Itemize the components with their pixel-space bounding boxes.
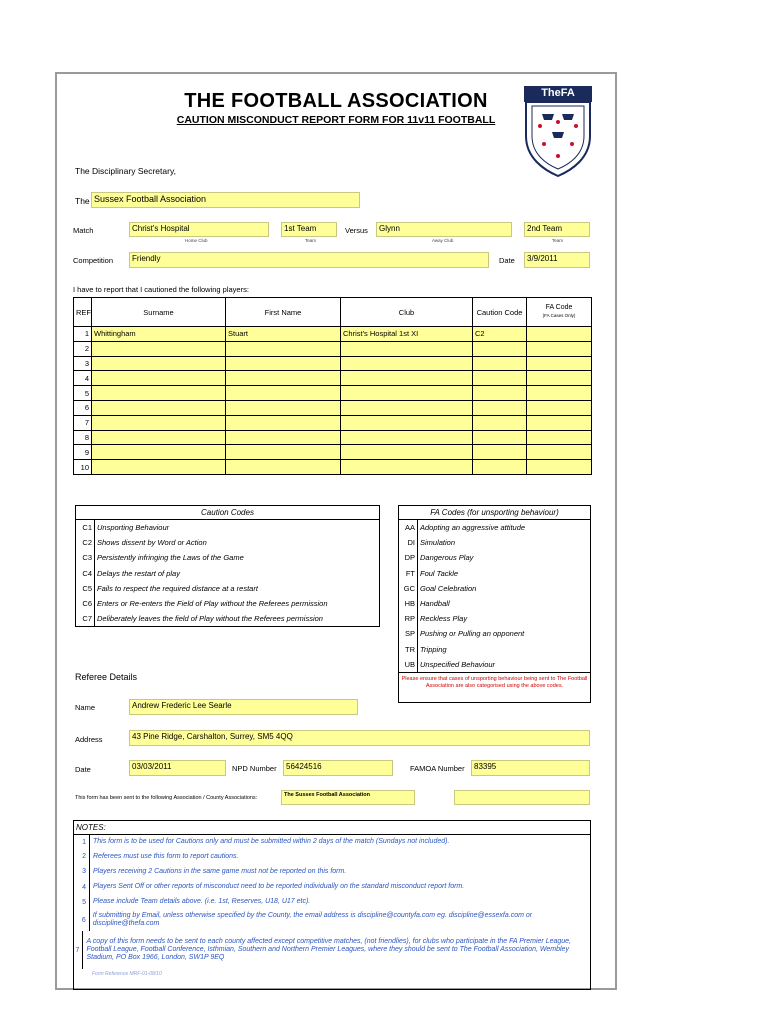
player-caution-code-cell[interactable] [473, 356, 527, 371]
note-text: A copy of this form needs to be sent to each county affected except competitive matches, (not friendlies), for clubs who participate in the FA Premier League, Football League, Football Conference, Isthmian, Southern and Northern Premier Leagues, where they should be sent to The Football Association, Wembley Stadium, PO Box 1966, London, SW1P 9EQ [86, 938, 571, 961]
fa-code-description: Tripping [420, 644, 447, 654]
player-surname-cell[interactable] [92, 415, 226, 430]
player-surname-cell[interactable] [92, 341, 226, 356]
caution-code-description: Unsporting Behaviour [97, 523, 170, 532]
note-text: Referees must use this form to report cautions. [93, 852, 239, 860]
fa-code-description: Foul Tackle [420, 568, 459, 578]
fa-code-row [399, 657, 590, 672]
player-first-name-cell[interactable] [226, 400, 341, 415]
crest-shield-icon [524, 86, 592, 178]
player-caution-code-cell[interactable] [473, 386, 527, 401]
competition-field[interactable]: Friendly [129, 252, 489, 268]
caution-code-description: Shows dissent by Word or Action [97, 538, 207, 548]
referee-address-label: Address [75, 735, 103, 744]
sent-to-field-2[interactable] [454, 790, 590, 805]
player-surname-cell[interactable] [92, 445, 226, 460]
caution-code-code: C4 [76, 566, 95, 581]
fa-codes-title: FA Codes (for unsporting behaviour) [399, 506, 590, 520]
referee-section-title: Referee Details [75, 672, 138, 682]
player-row [74, 327, 592, 342]
player-fa-code-cell[interactable] [527, 371, 592, 386]
note-number: 7 [74, 931, 83, 969]
player-fa-code-cell[interactable] [527, 356, 592, 371]
match-date-field[interactable]: 3/9/2011 [524, 252, 590, 268]
player-ref-cell: 3 [74, 356, 92, 371]
player-caution-code-cell[interactable] [473, 400, 527, 415]
caution-codes-title: Caution Codes [76, 506, 379, 520]
player-surname-cell[interactable] [92, 400, 226, 415]
player-caution-code-cell[interactable] [473, 460, 527, 475]
note-number: 1 [74, 835, 90, 849]
note-text: This form is to be used for Cautions only and must be submitted within 2 days of the match (Sundays not included). [93, 838, 450, 845]
caution-code-header [473, 298, 527, 327]
player-surname-cell[interactable] [92, 430, 226, 445]
player-caution-code-cell[interactable] [473, 415, 527, 430]
caution-code-row [76, 596, 379, 611]
player-row [74, 460, 592, 475]
player-surname-cell[interactable] [92, 356, 226, 371]
match-label: Match [73, 226, 94, 235]
player-row [74, 341, 592, 356]
player-first-name-cell[interactable] [226, 371, 341, 386]
fa-codes-note: Please ensure that cases of unsporting behaviour being sent to The Football Association are also categorised using the above codes. [399, 672, 590, 693]
note-number: 6 [74, 909, 90, 931]
referee-name-field[interactable]: Andrew Frederic Lee Searle [129, 699, 358, 715]
player-first-name-cell[interactable] [226, 460, 341, 475]
notes-footer: Form Reference MRF-01-08/10 [92, 971, 162, 977]
players-intro: I have to report that I cautioned the following players: [73, 285, 249, 294]
player-ref-cell: 5 [74, 386, 92, 401]
player-fa-code-cell[interactable] [527, 386, 592, 401]
fa-code-code: DI [399, 535, 418, 550]
caution-code-row [76, 566, 379, 581]
player-caution-code-cell[interactable]: C2 [473, 327, 527, 342]
player-surname-cell[interactable] [92, 386, 226, 401]
player-club-cell[interactable] [341, 445, 473, 460]
fa-code-description: Reckless Play [420, 614, 468, 624]
fa-code-header-note: (FA Cases Only) [542, 313, 576, 318]
club-header: Club [341, 298, 473, 327]
caution-code-row [76, 550, 379, 565]
home-club-caption: Home Club [185, 238, 208, 243]
player-first-name-cell[interactable] [226, 445, 341, 460]
player-first-name-cell[interactable] [226, 415, 341, 430]
referee-address-field[interactable]: 43 Pine Ridge, Carshalton, Surrey, SM5 4QQ [129, 730, 590, 746]
caution-code-row [76, 611, 379, 626]
player-club-cell[interactable] [341, 430, 473, 445]
caution-code-description: Enters or Re-enters the Field of Play without the Referees permission [97, 598, 328, 608]
notes-title: NOTES: [74, 821, 590, 835]
player-ref-cell: 10 [74, 460, 92, 475]
note-text: Players Sent Off or other reports of misconduct need to be reported individually on the standard misconduct report form. [93, 883, 465, 890]
players-table [73, 297, 592, 475]
fa-code-code: AA [399, 520, 418, 535]
fa-code-code: DP [399, 550, 418, 565]
famoa-label: FAMOA Number [410, 764, 465, 773]
player-caution-code-cell[interactable] [473, 371, 527, 386]
caution-codes-box [75, 505, 380, 627]
referee-name-label: Name [75, 703, 96, 712]
caution-code-description: Fails to respect the required distance at a restart [97, 583, 258, 593]
note-text: If submitting by Email, unless otherwise specified by the County, the email address is discipline@countyfa.com eg. discipline@essexfa.com or discipline@thefa.com [92, 912, 533, 927]
fa-code-description: Simulation [420, 538, 456, 548]
away-club-field[interactable]: Glynn [376, 222, 512, 237]
ref-header: REF [74, 298, 92, 327]
player-club-cell[interactable] [341, 386, 473, 401]
fa-code-code: SP [399, 626, 418, 641]
player-fa-code-cell[interactable] [527, 445, 592, 460]
fa-code-row [399, 520, 590, 535]
player-caution-code-cell[interactable] [473, 445, 527, 460]
player-caution-code-cell[interactable] [473, 341, 527, 356]
addressee-text: The Disciplinary Secretary, [75, 166, 176, 176]
fa-code-description: Adopting an aggressive attitude [420, 523, 526, 532]
home-team-caption: Team [305, 238, 317, 243]
referee-date-label: Date [75, 765, 91, 774]
fa-code-row [399, 596, 590, 611]
player-club-cell[interactable] [341, 460, 473, 475]
fa-code-description: Goal Celebration [420, 583, 477, 593]
famoa-field[interactable]: 83395 [471, 760, 590, 776]
away-team-field[interactable]: 2nd Team [524, 222, 590, 237]
note-item [74, 849, 590, 864]
player-fa-code-cell[interactable] [527, 415, 592, 430]
note-item [74, 931, 590, 969]
note-item [74, 879, 590, 895]
note-item [74, 835, 590, 849]
fa-codes-box [398, 505, 591, 703]
surname-header: Surname [92, 298, 226, 327]
player-first-name-cell[interactable] [226, 430, 341, 445]
note-text: Please include Team details above. (i.e. 1st, Reserves, U18, U17 etc). [93, 898, 311, 905]
fa-code-row [399, 611, 590, 626]
home-team-field[interactable]: 1st Team [281, 222, 337, 237]
note-number: 2 [74, 849, 90, 864]
fa-code-code: UB [399, 657, 418, 672]
caution-code-description: Deliberately leaves the field of Play without the Referees permission [97, 614, 323, 624]
player-club-cell[interactable] [341, 341, 473, 356]
fa-code-code: GC [399, 581, 418, 596]
fa-code-row [399, 626, 590, 641]
fa-code-header [527, 298, 592, 327]
caution-code-code: C6 [76, 596, 95, 611]
fa-code-code: RP [399, 611, 418, 626]
player-fa-code-cell[interactable] [527, 341, 592, 356]
form-title: THE FOOTBALL ASSOCIATION [184, 90, 488, 112]
player-surname-cell[interactable] [92, 371, 226, 386]
fa-code-row [399, 566, 590, 581]
competition-label: Competition [73, 256, 114, 265]
home-club-field[interactable]: Christ's Hospital [129, 222, 269, 237]
referee-date-field[interactable]: 03/03/2011 [129, 760, 226, 776]
player-club-cell[interactable] [341, 415, 473, 430]
caution-code-row [76, 520, 379, 535]
player-ref-cell: 6 [74, 400, 92, 415]
caution-code-code: C3 [76, 550, 95, 565]
note-item [74, 895, 590, 909]
fa-code-description: Handball [420, 598, 450, 608]
player-first-name-cell[interactable] [226, 386, 341, 401]
fa-code-header-text: FA Code [545, 304, 573, 311]
player-row [74, 386, 592, 401]
player-surname-cell[interactable]: Whittingham [92, 327, 226, 342]
player-ref-cell: 8 [74, 430, 92, 445]
fa-code-row [399, 581, 590, 596]
player-fa-code-cell[interactable] [527, 327, 592, 342]
sent-to-field-1[interactable]: The Sussex Football Association [281, 790, 415, 805]
player-row [74, 415, 592, 430]
player-club-cell[interactable]: Christ's Hospital 1st XI [341, 327, 473, 342]
caution-code-code: C7 [76, 611, 95, 626]
fa-code-row [399, 550, 590, 565]
caution-code-description: Persistently infringing the Laws of the Game [97, 553, 244, 563]
player-club-cell[interactable] [341, 371, 473, 386]
fa-code-description: Dangerous Play [420, 553, 474, 563]
note-text: Players receiving 2 Cautions in the same game must not be reported on this form. [93, 867, 347, 875]
first-name-header: First Name [226, 298, 341, 327]
player-ref-cell: 4 [74, 371, 92, 386]
fa-code-code: FT [399, 566, 418, 581]
away-team-caption: Team [552, 238, 564, 243]
player-fa-code-cell[interactable] [527, 400, 592, 415]
npd-label: NPD Number [232, 764, 277, 773]
versus-label: Versus [345, 226, 368, 235]
note-number: 5 [74, 895, 90, 909]
form-subtitle: CAUTION MISCONDUCT REPORT FORM FOR 11v11 FOOTBALL [176, 114, 496, 126]
caution-code-code: C1 [76, 520, 95, 535]
the-label: The [75, 196, 90, 206]
crest-wordmark: TheFA [541, 87, 575, 99]
fa-code-code: HB [399, 596, 418, 611]
player-first-name-cell[interactable]: Stuart [226, 327, 341, 342]
player-ref-cell: 9 [74, 445, 92, 460]
caution-code-row [76, 581, 379, 596]
note-item [74, 864, 590, 879]
fa-code-row [399, 642, 590, 657]
sent-to-label: This form has been sent to the following Association / County Associations: [75, 795, 258, 801]
player-ref-cell: 1 [74, 327, 92, 342]
association-field[interactable]: Sussex Football Association [91, 192, 360, 208]
player-club-cell[interactable] [341, 400, 473, 415]
player-first-name-cell[interactable] [226, 356, 341, 371]
player-club-cell[interactable] [341, 356, 473, 371]
npd-field[interactable]: 56424516 [283, 760, 393, 776]
date-label: Date [499, 256, 515, 265]
player-row [74, 400, 592, 415]
player-caution-code-cell[interactable] [473, 430, 527, 445]
notes-box [73, 820, 591, 990]
fa-code-description: Pushing or Pulling an opponent [420, 629, 525, 639]
caution-code-description: Delays the restart of play [97, 568, 180, 578]
fa-code-code: TR [399, 642, 418, 657]
player-row [74, 371, 592, 386]
caution-code-code: C2 [76, 535, 95, 550]
fa-code-description: Unspecified Behaviour [420, 659, 496, 669]
fa-crest-logo [524, 86, 592, 178]
away-club-caption: Away Club [432, 238, 454, 243]
note-item [74, 909, 590, 931]
player-first-name-cell[interactable] [226, 341, 341, 356]
player-row [74, 430, 592, 445]
player-row [74, 445, 592, 460]
player-surname-cell[interactable] [92, 460, 226, 475]
player-ref-cell: 2 [74, 341, 92, 356]
player-fa-code-cell[interactable] [527, 460, 592, 475]
player-ref-cell: 7 [74, 415, 92, 430]
note-number: 3 [74, 864, 90, 879]
players-header-row [74, 298, 592, 327]
caution-code-header-text: Caution Code [476, 307, 523, 317]
player-fa-code-cell[interactable] [527, 430, 592, 445]
caution-code-code: C5 [76, 581, 95, 596]
fa-code-row [399, 535, 590, 550]
caution-code-row [76, 535, 379, 550]
player-row [74, 356, 592, 371]
note-number: 4 [74, 879, 90, 895]
